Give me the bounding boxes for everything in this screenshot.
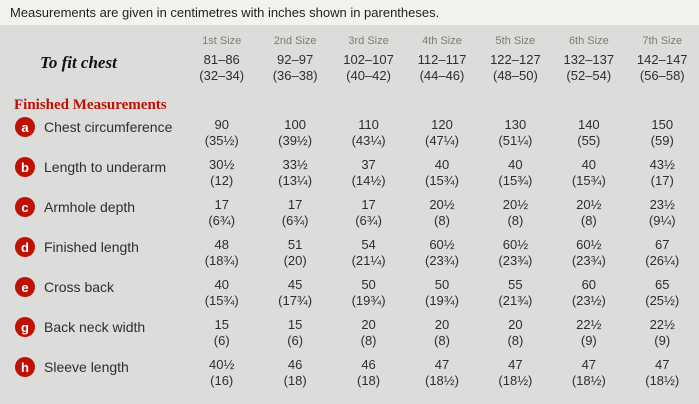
value-cm: 92–97 <box>277 52 314 67</box>
value-in: (18½) <box>571 373 606 388</box>
measurement-value-cell <box>626 157 699 189</box>
value-cm: 150 <box>651 117 674 132</box>
value-cm: 65 <box>655 277 670 292</box>
value-in: (23¾) <box>424 253 459 268</box>
value-cm: 20½ <box>429 197 455 212</box>
value-cm: 47 <box>655 357 670 372</box>
measurement-value-cell <box>479 317 552 349</box>
value-cm: 60½ <box>502 237 529 252</box>
value-in: (6) <box>213 333 230 348</box>
value-in: (23¾) <box>498 253 533 268</box>
value-cm: 20 <box>361 317 376 332</box>
measurement-value-cell <box>552 357 625 389</box>
row-key-badge: a <box>15 117 35 137</box>
value-in: (36–38) <box>272 68 318 83</box>
measurement-value-cell <box>185 357 258 389</box>
value-cm: 43½ <box>649 157 675 172</box>
measurement-row <box>0 277 699 317</box>
row-label: Armhole depth <box>44 199 136 215</box>
measurement-value-cell <box>626 317 699 349</box>
measurement-value-cell <box>258 52 331 84</box>
measurement-value-cell <box>185 157 258 189</box>
size-column-header: 4th Size <box>422 35 462 47</box>
row-values <box>185 237 699 269</box>
row-key-badge: e <box>15 277 35 297</box>
value-cm: 140 <box>577 117 600 132</box>
row-key-badge: b <box>15 157 35 177</box>
measurement-value-cell <box>332 197 405 229</box>
value-cm: 40½ <box>209 357 235 372</box>
value-in: (23½) <box>571 293 606 308</box>
value-cm: 40 <box>214 277 229 292</box>
measurement-value-cell <box>185 52 258 84</box>
value-cm: 17 <box>287 197 303 212</box>
measurement-row <box>0 157 699 197</box>
measurement-row <box>0 197 699 237</box>
measurement-value-cell <box>626 237 699 269</box>
value-cm: 110 <box>358 117 379 132</box>
measurement-value-cell <box>332 317 405 349</box>
value-cm: 142–147 <box>636 52 688 67</box>
value-in: (44–46) <box>419 68 465 83</box>
value-cm: 60½ <box>576 237 602 252</box>
value-in: (56–58) <box>639 68 685 83</box>
value-cm: 33½ <box>282 157 308 172</box>
value-in: (9¼) <box>648 213 676 228</box>
value-in: (6¾) <box>208 213 236 228</box>
value-in: (8) <box>360 333 377 348</box>
value-in: (19¾) <box>351 293 386 308</box>
value-cm: 120 <box>431 117 453 132</box>
value-in: (16) <box>210 373 234 388</box>
value-in: (18) <box>356 373 381 388</box>
row-label-cell <box>0 277 185 297</box>
value-in: (18½) <box>645 373 680 388</box>
measurement-value-cell <box>479 157 552 189</box>
value-in: (32–34) <box>199 68 245 83</box>
measurement-value-cell <box>552 277 625 309</box>
measurement-value-cell <box>185 117 258 149</box>
value-cm: 60 <box>581 277 597 292</box>
value-cm: 20½ <box>576 197 602 212</box>
value-cm: 20½ <box>502 197 529 212</box>
measurement-value-cell <box>479 52 552 84</box>
measurement-value-cell <box>479 197 552 229</box>
value-cm: 50 <box>434 277 450 292</box>
measurement-value-cell <box>552 117 625 149</box>
value-in: (8) <box>580 213 597 228</box>
size-column-header: 7th Size <box>642 35 683 47</box>
value-in: (8) <box>434 333 450 348</box>
value-cm: 130 <box>504 117 527 132</box>
value-in: (19¾) <box>424 293 459 308</box>
value-in: (15¾) <box>498 173 533 188</box>
value-cm: 22½ <box>576 317 602 332</box>
measurement-value-cell <box>258 117 331 149</box>
measurement-value-cell <box>405 197 478 229</box>
value-in: (12) <box>210 173 234 188</box>
value-in: (55) <box>577 133 601 148</box>
measurement-value-cell <box>332 52 405 84</box>
value-in: (17¾) <box>278 293 313 308</box>
value-in: (15¾) <box>571 173 606 188</box>
value-in: (21¾) <box>498 293 533 308</box>
value-cm: 20 <box>434 317 450 332</box>
value-in: (39½) <box>278 133 313 148</box>
value-in: (59) <box>650 133 674 148</box>
measurement-row <box>0 237 699 277</box>
size-column-header: 3rd Size <box>348 35 389 47</box>
value-cm: 55 <box>508 277 523 292</box>
measurement-value-cell <box>185 317 258 349</box>
value-cm: 40 <box>581 157 597 172</box>
measurement-value-cell <box>479 277 552 309</box>
measurement-value-cell <box>258 277 331 309</box>
measurement-value-cell <box>626 117 699 149</box>
row-label: Cross back <box>44 279 115 295</box>
measurement-value-cell <box>332 157 405 189</box>
measurement-value-cell <box>552 52 625 84</box>
value-cm: 46 <box>361 357 376 372</box>
to-fit-chest-label: To fit chest <box>40 53 117 72</box>
value-in: (47¼) <box>424 133 459 148</box>
row-values <box>185 357 699 389</box>
value-in: (15¾) <box>424 173 459 188</box>
value-cm: 40 <box>434 157 450 172</box>
value-cm: 47 <box>581 357 597 372</box>
value-cm: 132–137 <box>563 52 615 67</box>
size-header-row <box>0 33 699 49</box>
measurement-value-cell <box>258 317 331 349</box>
measurement-value-cell <box>405 52 478 84</box>
measurement-value-cell <box>405 317 478 349</box>
value-in: (18½) <box>424 373 459 388</box>
measurement-value-cell <box>332 117 405 149</box>
value-in: (40–42) <box>346 68 391 83</box>
measurement-value-cell <box>405 357 478 389</box>
measurement-value-cell <box>332 357 405 389</box>
row-key-badge: d <box>15 237 35 257</box>
value-in: (15¾) <box>204 293 239 308</box>
size-column-header: 1st Size <box>202 35 242 47</box>
row-values <box>185 277 699 309</box>
value-cm: 23½ <box>649 197 675 212</box>
row-label-cell <box>0 357 185 377</box>
value-cm: 81–86 <box>203 52 240 67</box>
value-in: (51¼) <box>498 133 533 148</box>
measurement-value-cell <box>626 277 699 309</box>
value-cm: 50 <box>361 277 376 292</box>
measurement-value-cell <box>479 117 552 149</box>
value-in: (48–50) <box>492 68 538 83</box>
value-cm: 48 <box>214 237 229 252</box>
measurement-value-cell <box>626 197 699 229</box>
measurement-value-cell <box>479 357 552 389</box>
measurement-value-cell <box>405 157 478 189</box>
value-in: (18¾) <box>204 253 239 268</box>
size-header-cols <box>185 35 699 47</box>
value-cm: 102–107 <box>343 52 394 67</box>
row-key-badge: c <box>15 197 35 217</box>
value-in: (6¾) <box>281 213 309 228</box>
value-cm: 54 <box>361 237 376 252</box>
value-in: (21¼) <box>351 253 386 268</box>
row-label: Finished length <box>44 239 139 255</box>
measurement-row <box>0 357 699 397</box>
value-in: (14½) <box>351 173 386 188</box>
measurement-row <box>0 117 699 157</box>
measurement-note: Measurements are given in centimetres with inches shown in parentheses. <box>0 0 699 25</box>
row-label-cell <box>0 237 185 257</box>
row-label-cell <box>0 197 185 217</box>
value-in: (9) <box>654 333 671 348</box>
value-in: (13¼) <box>278 173 313 188</box>
value-in: (35½) <box>204 133 239 148</box>
value-cm: 122–127 <box>490 52 541 67</box>
row-values <box>185 117 699 149</box>
measurement-value-cell <box>479 237 552 269</box>
measurement-value-cell <box>258 357 331 389</box>
value-cm: 37 <box>361 157 376 172</box>
value-in: (9) <box>580 333 597 348</box>
row-values <box>185 197 699 229</box>
row-label-cell <box>0 157 185 177</box>
measurement-value-cell <box>626 357 699 389</box>
measurement-value-cell <box>258 157 331 189</box>
value-in: (8) <box>507 333 524 348</box>
value-cm: 51 <box>287 237 303 252</box>
row-key-badge: h <box>15 357 35 377</box>
measurement-value-cell <box>332 237 405 269</box>
row-key-badge: g <box>15 317 35 337</box>
value-cm: 47 <box>434 357 450 372</box>
value-cm: 60½ <box>429 237 455 252</box>
value-cm: 90 <box>214 117 229 132</box>
value-in: (18) <box>283 373 307 388</box>
to-fit-chest-row <box>0 52 699 84</box>
measurement-value-cell <box>332 277 405 309</box>
to-fit-values <box>185 52 699 84</box>
measurement-value-cell <box>258 197 331 229</box>
value-in: (43¼) <box>351 133 386 148</box>
value-in: (25½) <box>645 293 680 308</box>
value-cm: 67 <box>655 237 670 252</box>
value-in: (17) <box>650 173 674 188</box>
value-cm: 15 <box>287 317 303 332</box>
row-label-cell <box>0 117 185 137</box>
value-in: (26¼) <box>645 253 680 268</box>
measurement-value-cell <box>552 317 625 349</box>
value-in: (20) <box>283 253 307 268</box>
measurement-rows <box>0 117 699 397</box>
value-in: (6) <box>287 333 304 348</box>
value-cm: 45 <box>287 277 303 292</box>
size-column-header: 2nd Size <box>273 35 317 47</box>
row-label: Chest circumference <box>44 119 173 135</box>
measurement-value-cell <box>185 277 258 309</box>
size-column-header: 5th Size <box>495 35 536 47</box>
measurement-value-cell <box>258 237 331 269</box>
value-cm: 20 <box>508 317 523 332</box>
measurement-value-cell <box>405 117 478 149</box>
value-cm: 22½ <box>649 317 675 332</box>
measurement-value-cell <box>552 157 625 189</box>
row-values <box>185 157 699 189</box>
value-in: (18½) <box>498 373 533 388</box>
value-cm: 30½ <box>209 157 235 172</box>
measurement-value-cell <box>405 237 478 269</box>
value-cm: 112–117 <box>417 52 467 67</box>
value-cm: 100 <box>284 117 306 132</box>
row-label: Sleeve length <box>44 359 129 375</box>
finished-measurements-heading: Finished Measurements <box>14 97 167 113</box>
value-in: (52–54) <box>566 68 612 83</box>
value-cm: 17 <box>361 197 376 212</box>
row-values <box>185 317 699 349</box>
measurement-value-cell <box>185 197 258 229</box>
value-in: (8) <box>507 213 524 228</box>
value-cm: 46 <box>287 357 303 372</box>
size-column-header: 6th Size <box>568 35 609 47</box>
measurement-value-cell <box>626 52 699 84</box>
value-cm: 17 <box>214 197 229 212</box>
measurement-value-cell <box>552 237 625 269</box>
measurement-row <box>0 317 699 357</box>
measurement-value-cell <box>185 237 258 269</box>
measurement-value-cell <box>552 197 625 229</box>
row-label-cell <box>0 317 185 337</box>
value-cm: 40 <box>508 157 523 172</box>
value-cm: 47 <box>508 357 523 372</box>
row-label: Length to underarm <box>44 159 167 175</box>
value-in: (23¾) <box>571 253 606 268</box>
value-in: (6¾) <box>355 213 382 228</box>
value-cm: 15 <box>214 317 229 332</box>
row-label: Back neck width <box>44 319 146 335</box>
value-in: (8) <box>434 213 450 228</box>
measurement-value-cell <box>405 277 478 309</box>
